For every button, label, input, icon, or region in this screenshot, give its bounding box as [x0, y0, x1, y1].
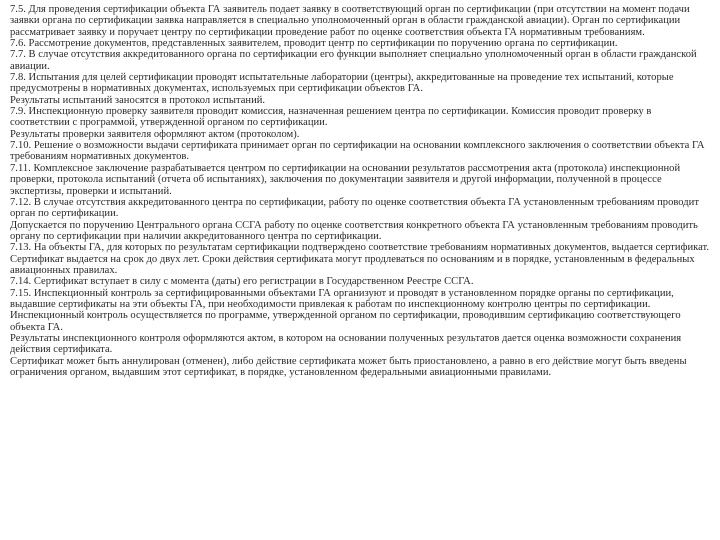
paragraph-7-15-results: Результаты инспекционного контроля оформляются актом, в котором на основании полученных результатов дается оценка возможности сохранения действия сертификата.: [10, 332, 682, 356]
paragraph-7-10: 7.10. Решение о возможности выдачи сертификата принимает орган по сертификации на основании комплексного заключения о соответствии объекта ГА требованиям нормативных документов.: [10, 140, 705, 163]
paragraph-7-15-program: Инспекционный контроль осуществляется по программе, утвержденной органом по сертификации, проводившим сертификацию соответствующего объекта ГА.: [10, 310, 681, 333]
paragraph-7-12: 7.12. В случае отсутствия аккредитованного центра по сертификации, работу по оценке соответствия объекта ГА установленным требованиям проводит орган по сертификации.: [10, 196, 699, 220]
paragraph-7-9: 7.9. Инспекционную проверку заявителя проводит комиссия, назначенная решением центра по сертификации. Комиссия проводит проверку в соответствии с программой, утвержденной органом по сертификации.: [10, 106, 652, 129]
paragraph-7-14: 7.14. Сертификат вступает в силу с момента (даты) его регистрации в Государственном Реестре ССГА.: [10, 276, 474, 288]
paragraph-7-8-results: Результаты испытаний заносятся в протокол испытаний.: [10, 94, 266, 106]
document-body: [10, 4, 712, 378]
paragraph-7-8: 7.8. Испытания для целей сертификации проводят испытательные лаборатории (центры), аккредитованные на проведение тех испытаний, которые предусмотрены в нормативных документах, используемых при сертификации объектов ГА.: [10, 72, 674, 95]
paragraph-7-13: 7.13. На объекты ГА, для которых по результатам сертификации подтверждено соответствие требованиям нормативных документов, выдается сертификат.: [10, 242, 710, 254]
paragraph-7-15-annulment: Сертификат может быть аннулирован (отменен), либо действие сертификата может быть приостановлено, а равно в его действие могут быть введены ограничения органом, выдавшим этот сертификат, в порядке, установленном федеральными авиационными правилами.: [10, 355, 687, 378]
paragraph-7-9-results: Результаты проверки заявителя оформляют актом (протоколом).: [10, 128, 300, 140]
paragraph-7-15: 7.15. Инспекционный контроль за сертифицированными объектами ГА организуют и проводят в установленном порядке органы по сертификации, выдавшие сертификаты на эти объекты ГА, при необходимости привлекая к работам по инспекционному контролю центры по сертификации.: [10, 287, 674, 310]
paragraph-7-6: 7.6. Рассмотрение документов, представленных заявителем, проводит центр по сертификации по поручению органа по сертификации.: [10, 38, 618, 50]
paragraph-7-7: 7.7. В случае отсутствия аккредитованного органа по сертификации его функции выполняет специально уполномоченный орган в области гражданской авиации.: [10, 49, 697, 72]
paragraph-7-13-validity: Сертификат выдается на срок до двух лет. Сроки действия сертификата могут продлеваться по основаниям и в порядке, установленным в федеральных авиационных правилах.: [10, 253, 695, 276]
paragraph-7-5: 7.5. Для проведения сертификации объекта ГА заявитель подает заявку в соответствующий орган по сертификации (при отсутствии на момент подачи заявки органа по сертификации заявка направляется в специально уполномоченный орган в области гражданской авиации). Орган по сертификации рассматривает заявку и поручает центру по сертификации проведение работ по оценке соответствия объекта ГА нормативным требованиям.: [10, 4, 690, 38]
paragraph-7-12-permission: Допускается по поручению Центрального органа ССГА работу по оценке соответствия конкретного объекта ГА установленным требованиям проводить органу по сертификации при наличии аккредитованного центра по сертификации.: [10, 219, 698, 242]
paragraph-7-11: 7.11. Комплексное заключение разрабатывается центром по сертификации на основании результатов рассмотрения акта (протокола) инспекционной проверки, протокола испытаний (отчета об испытаниях), заключения по документации заявителя и другой информации, полученной в процессе экспертизы, проверки и испытаний.: [10, 162, 681, 197]
